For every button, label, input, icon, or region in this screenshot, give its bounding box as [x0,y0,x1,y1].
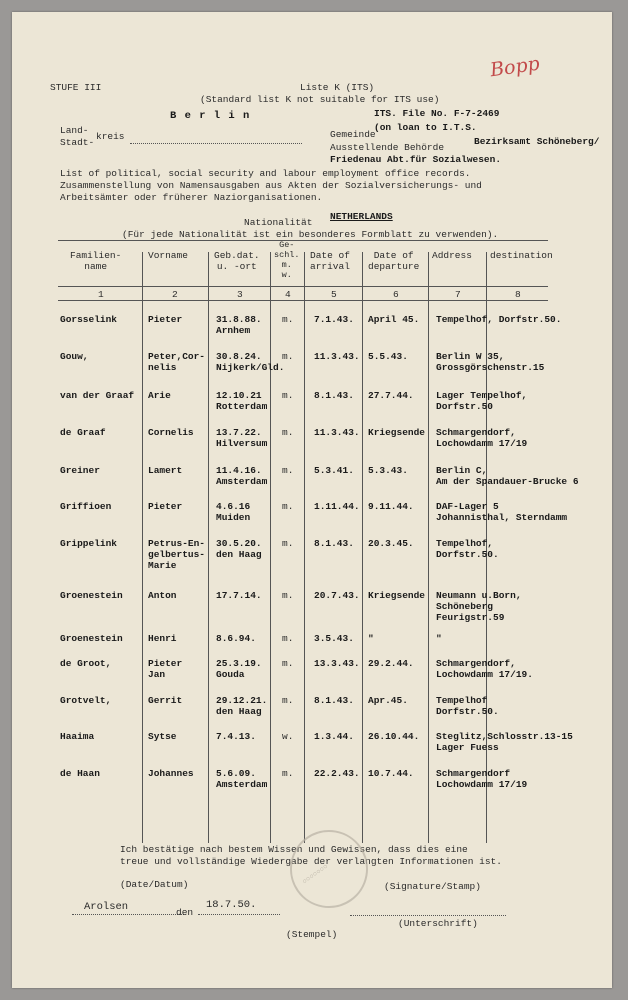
cell-sex: m. [282,465,294,476]
cell-surname: Groenestein [60,633,123,644]
cell-departure: April 45. [368,314,420,325]
col-header-sex: Ge- schl. m. w. [274,240,300,280]
cell-surname: Groenestein [60,590,123,601]
list-german-1: Zusammenstellung von Namensausgaben aus Akten der Sozialversicherungs- und [60,180,482,191]
cell-address: Tempelhof, Dorfstr.50. [436,314,562,325]
cell-arrival: 22.2.43. [314,768,360,779]
cell-surname: Griffioen [60,501,112,512]
cell-first: Sytse [148,731,177,742]
stadt-label: Stadt- [60,137,95,148]
cell-arrival: 11.3.43. [314,351,360,362]
cell-arrival: 13.3.43. [314,658,360,669]
cell-first: Pieter [148,314,183,325]
cell-birth: 17.7.14. [216,590,262,601]
cell-arrival: 7.1.43. [314,314,354,325]
header-bottom-line [58,286,548,287]
col-num-1: 1 [98,289,104,300]
nationality-note: (Für jede Nationalität ist ein besonderes Formblatt zu verwenden). [122,229,499,240]
cell-first: Gerrit [148,695,183,706]
kreis-line [130,142,302,144]
cell-birth: 5.6.09. Amsterdam [216,768,268,790]
its-file-number: ITS. File No. F-7-2469 [374,108,500,119]
cell-arrival: 3.5.43. [314,633,354,644]
on-loan-note: (on loan to I.T.S. [374,122,477,133]
bezirksamt: Bezirksamt Schöneberg/ [474,136,600,147]
col-header-departure: Date of departure [368,250,420,272]
col-num-5: 5 [331,289,337,300]
gemeinde-label: Gemeinde [330,129,376,140]
cell-arrival: 5.3.41. [314,465,354,476]
cell-first: Arie [148,390,171,401]
cell-birth: 25.3.19. Gouda [216,658,262,680]
date-value: 18.7.50. [206,899,257,911]
cell-first: Pieter Jan [148,658,183,680]
cell-sex: m. [282,590,294,601]
cell-address: Tempelhof, Dorfstr.50. [436,538,499,560]
date-line [198,913,280,915]
cell-address: Lager Tempelhof, Dorfstr.50 [436,390,528,412]
cell-birth: 30.5.20. den Haag [216,538,262,560]
cell-address: " [436,633,442,644]
den-label: den [176,907,194,918]
cell-surname: Greiner [60,465,100,476]
document-page [12,12,612,988]
stufe-label: STUFE III [50,82,102,93]
col-divider-4 [304,252,305,843]
list-english: List of political, social security and labour employment office records. [60,168,471,179]
cell-arrival: 1.11.44. [314,501,360,512]
cell-address: Tempelhof Dorfstr.50. [436,695,499,717]
cell-departure: Kriegsende [368,590,426,601]
handwritten-mark: Bopp [488,52,542,82]
cell-first: Peter,Cor- nelis [148,351,206,373]
cell-first: Pieter [148,501,183,512]
cell-departure: 5.3.43. [368,465,408,476]
cell-sex: m. [282,695,294,706]
confirm-line-1: Ich bestätige nach bestem Wissen und Gewissen, dass dies eine [120,844,468,855]
signature-line [350,914,506,916]
col-header-firstname: Vorname [148,250,188,261]
col-divider-2 [208,252,209,843]
cell-address: Schmargendorf, Lochowdamm 17/19 [436,427,528,449]
col-header-surname: Familien- name [70,250,122,272]
cell-sex: m. [282,501,294,512]
cell-surname: de Graaf [60,427,106,438]
cell-surname: van der Graaf [60,390,135,401]
cell-birth: 4.6.16 Muiden [216,501,251,523]
cell-surname: Haaima [60,731,95,742]
nationality-value: NETHERLANDS [330,211,393,222]
cell-surname: de Haan [60,768,100,779]
cell-address: DAF-Lager 5 Johannisthal, Sterndamm [436,501,568,523]
cell-sex: m. [282,314,294,325]
col-num-6: 6 [393,289,399,300]
col-num-2: 2 [172,289,178,300]
cell-birth: 7.4.13. [216,731,256,742]
liste-title: Liste K (ITS) [300,82,375,93]
cell-arrival: 11.3.43. [314,427,360,438]
cell-address: Neumann u.Born, Schöneberg Feurigstr.59 [436,590,522,623]
table-top-line [58,240,548,241]
cell-arrival: 20.7.43. [314,590,360,601]
cell-departure: " [368,633,374,644]
col-header-address: Address [432,250,472,261]
cell-first: Anton [148,590,177,601]
cell-first: Henri [148,633,177,644]
cell-sex: m. [282,427,294,438]
col-num-4: 4 [285,289,291,300]
friedenau: Friedenau Abt.für Sozialwesen. [330,154,502,165]
cell-first: Petrus-En- gelbertus- Marie [148,538,206,571]
cell-sex: m. [282,538,294,549]
cell-address: Schmargendorf Lochowdamm 17/19 [436,768,528,790]
col-divider-6 [428,252,429,843]
signature-label: (Signature/Stamp) [384,881,481,892]
cell-departure: 29.2.44. [368,658,414,669]
col-num-7: 7 [455,289,461,300]
cell-sex: m. [282,390,294,401]
cell-surname: Gouw, [60,351,89,362]
cell-birth: 31.8.88. Arnhem [216,314,262,336]
col-num-3: 3 [237,289,243,300]
col-header-arrival: Date of arrival [310,250,350,272]
cell-birth: 12.10.21 Rotterdam [216,390,268,412]
cell-departure: 27.7.44. [368,390,414,401]
kreis-label: kreis [96,131,125,142]
cell-birth: 11.4.16. Amsterdam [216,465,268,487]
cell-surname: de Groot, [60,658,112,669]
unterschrift-label: (Unterschrift) [398,918,478,929]
behoerde-label: Ausstellende Behörde [330,142,445,153]
cell-address: Schmargendorf, Lochowdamm 17/19. [436,658,533,680]
col-divider-1 [142,252,143,843]
place: Arolsen [84,901,129,913]
cell-birth: 13.7.22. Hilversum [216,427,268,449]
cell-arrival: 1.3.44. [314,731,354,742]
place-line [72,913,184,915]
cell-arrival: 8.1.43. [314,390,354,401]
cell-departure: 10.7.44. [368,768,414,779]
cell-first: Cornelis [148,427,194,438]
cell-departure: 5.5.43. [368,351,408,362]
cell-birth: 30.8.24. Nijkerk/Gld. [216,351,285,373]
col-header-destination: destination [490,250,553,261]
cell-address: Berlin C, Am der Spandauer-Brucke 6 [436,465,579,487]
cell-sex: m. [282,351,294,362]
cell-sex: m. [282,658,294,669]
cell-birth: 29.12.21. den Haag [216,695,268,717]
cell-sex: m. [282,633,294,644]
cell-arrival: 8.1.43. [314,695,354,706]
cell-departure: 20.3.45. [368,538,414,549]
standard-note: (Standard list K not suitable for ITS use) [200,94,440,105]
date-label: (Date/Datum) [120,879,189,890]
col-header-birth: Geb.dat. u. -ort [214,250,260,272]
cell-address: Steglitz,Schlosstr.13-15 Lager Fuess [436,731,573,753]
cell-birth: 8.6.94. [216,633,256,644]
faded-seal-stamp: ○○○○○○○ [275,815,384,924]
city-name: B e r l i n [170,110,251,122]
col-divider-3 [270,252,271,843]
cell-surname: Gorsselink [60,314,118,325]
cell-arrival: 8.1.43. [314,538,354,549]
cell-sex: m. [282,768,294,779]
cell-departure: Apr.45. [368,695,408,706]
cell-departure: 9.11.44. [368,501,414,512]
cell-surname: Grotvelt, [60,695,112,706]
cell-address: Berlin W 35, Grossgörschenstr.15 [436,351,545,373]
list-german-2: Arbeitsämter oder früherer Naziorganisationen. [60,192,323,203]
cell-surname: Grippelink [60,538,118,549]
number-row-line [58,300,548,301]
cell-departure: Kriegsende [368,427,426,438]
stempel-label: (Stempel) [286,929,338,940]
cell-first: Lamert [148,465,183,476]
col-num-8: 8 [515,289,521,300]
land-label: Land- [60,125,89,136]
confirm-line-2: treue und vollständige Wiedergabe der verlangten Informationen ist. [120,856,502,867]
cell-departure: 26.10.44. [368,731,420,742]
nationality-label: Nationalität [244,217,313,228]
cell-first: Johannes [148,768,194,779]
col-divider-5 [362,252,363,843]
cell-sex: w. [282,731,294,742]
